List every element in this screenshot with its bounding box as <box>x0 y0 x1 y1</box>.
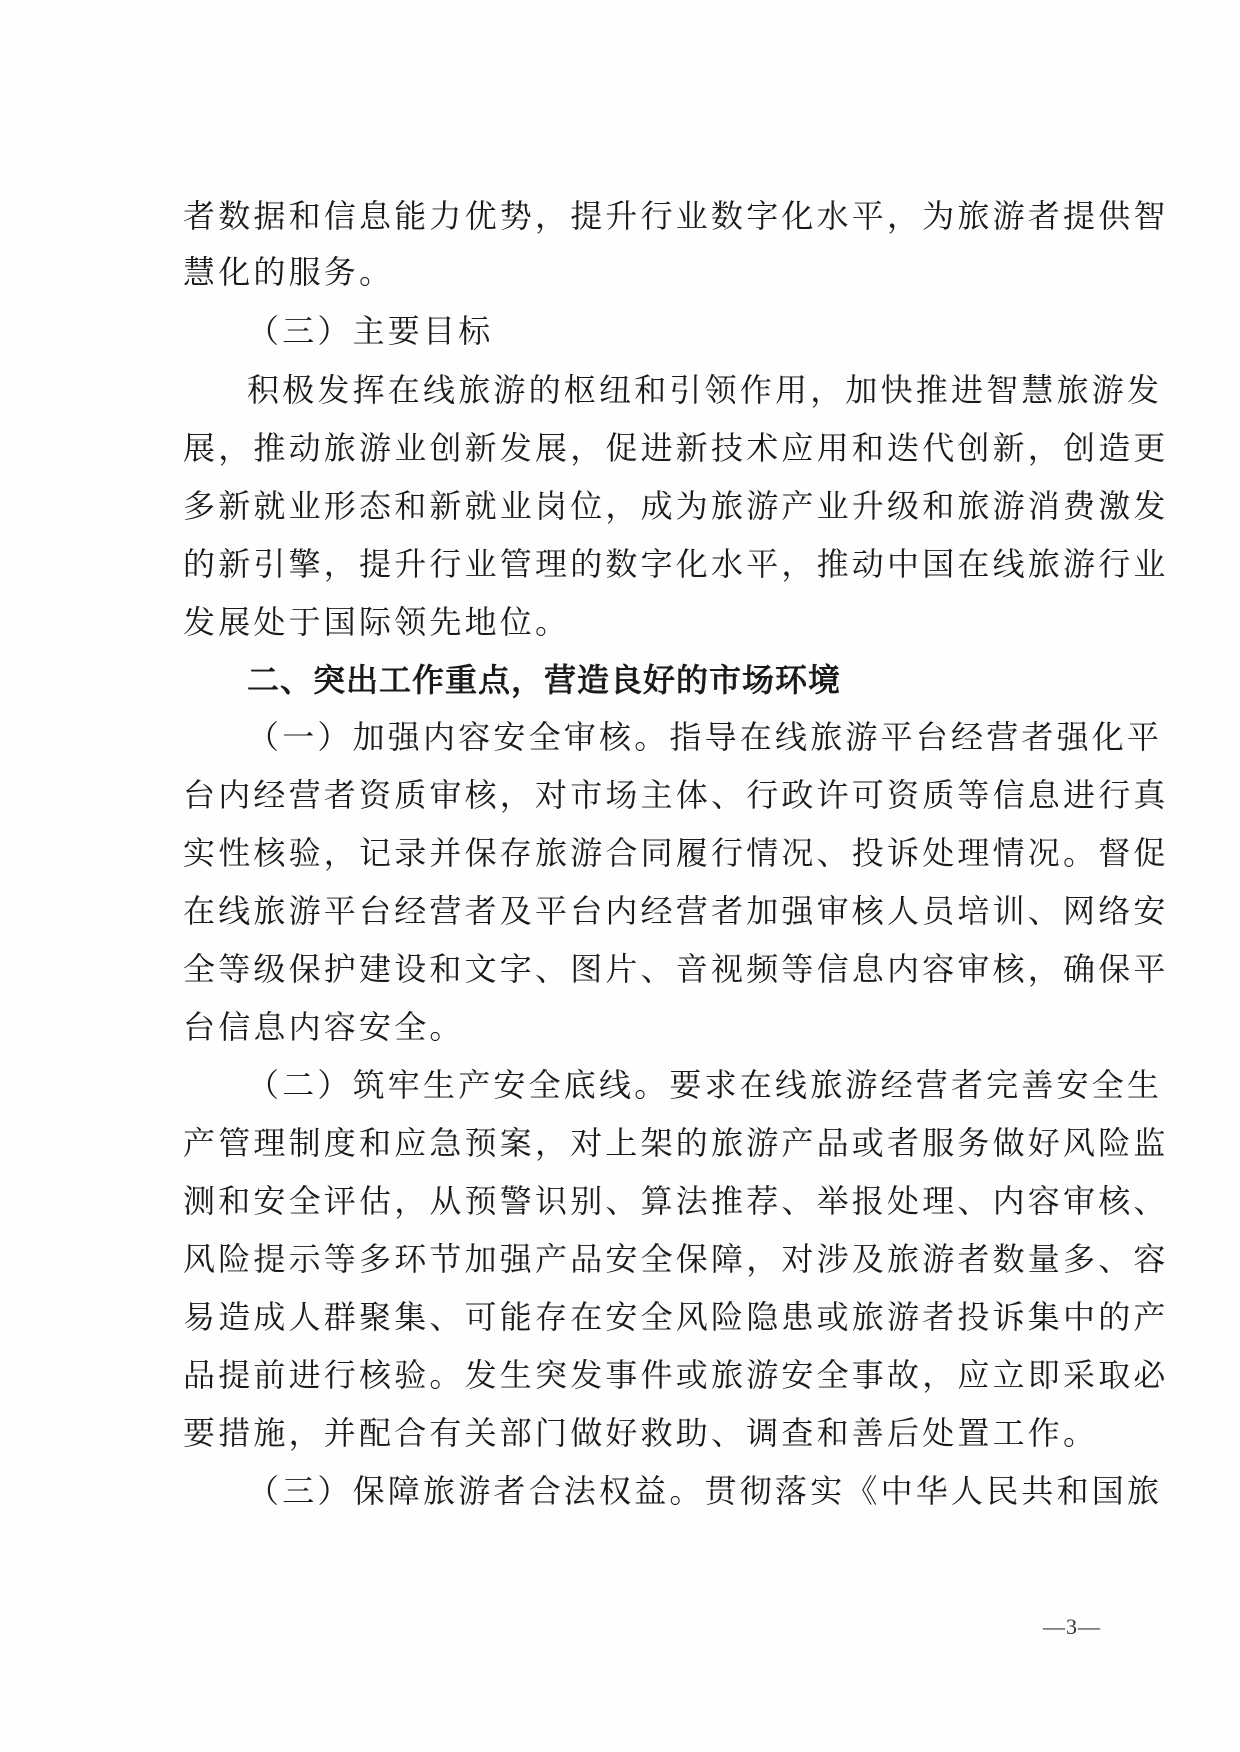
text-line: 者数据和信息能力优势，提升行业数字化水平，为旅游者提供智 <box>183 197 1169 235</box>
text-line: 台内经营者资质审核，对市场主体、行政许可资质等信息进行真 <box>183 776 1169 814</box>
text-line: （三）保障旅游者合法权益。贯彻落实《中华人民共和国旅 <box>247 1472 1163 1510</box>
text-line: 品提前进行核验。发生突发事件或旅游安全事故，应立即采取必 <box>183 1356 1169 1394</box>
text-line: 展，推动旅游业创新发展，促进新技术应用和迭代创新，创造更 <box>183 429 1169 467</box>
section-heading: 二、突出工作重点，营造良好的市场环境 <box>247 661 842 699</box>
text-line: 易造成人群聚集、可能存在安全风险隐患或旅游者投诉集中的产 <box>183 1298 1169 1336</box>
text-line: （一）加强内容安全审核。指导在线旅游平台经营者强化平 <box>247 718 1163 756</box>
text-line: （三）主要目标 <box>247 312 494 350</box>
page-number: —3— <box>1043 1614 1101 1639</box>
text-line: 在线旅游平台经营者及平台内经营者加强审核人员培训、网络安 <box>183 892 1169 930</box>
text-line: 积极发挥在线旅游的枢纽和引领作用，加快推进智慧旅游发 <box>247 371 1163 409</box>
text-line: 全等级保护建设和文字、图片、音视频等信息内容审核，确保平 <box>183 950 1169 988</box>
text-line: 台信息内容安全。 <box>183 1008 465 1046</box>
text-line: 发展处于国际领先地位。 <box>183 603 571 641</box>
text-line: 测和安全评估，从预警识别、算法推荐、举报处理、内容审核、 <box>183 1182 1169 1220</box>
text-line: 产管理制度和应急预案，对上架的旅游产品或者服务做好风险监 <box>183 1124 1169 1162</box>
text-line: 要措施，并配合有关部门做好救助、调查和善后处置工作。 <box>183 1414 1099 1452</box>
text-line: 风险提示等多环节加强产品安全保障，对涉及旅游者数量多、容 <box>183 1240 1169 1278</box>
text-line: 慧化的服务。 <box>183 253 395 291</box>
text-line: 实性核验，记录并保存旅游合同履行情况、投诉处理情况。督促 <box>183 834 1169 872</box>
text-line: 多新就业形态和新就业岗位，成为旅游产业升级和旅游消费激发 <box>183 487 1169 525</box>
text-line: 的新引擎，提升行业管理的数字化水平，推动中国在线旅游行业 <box>183 545 1169 583</box>
text-line: （二）筑牢生产安全底线。要求在线旅游经营者完善安全生 <box>247 1066 1163 1104</box>
